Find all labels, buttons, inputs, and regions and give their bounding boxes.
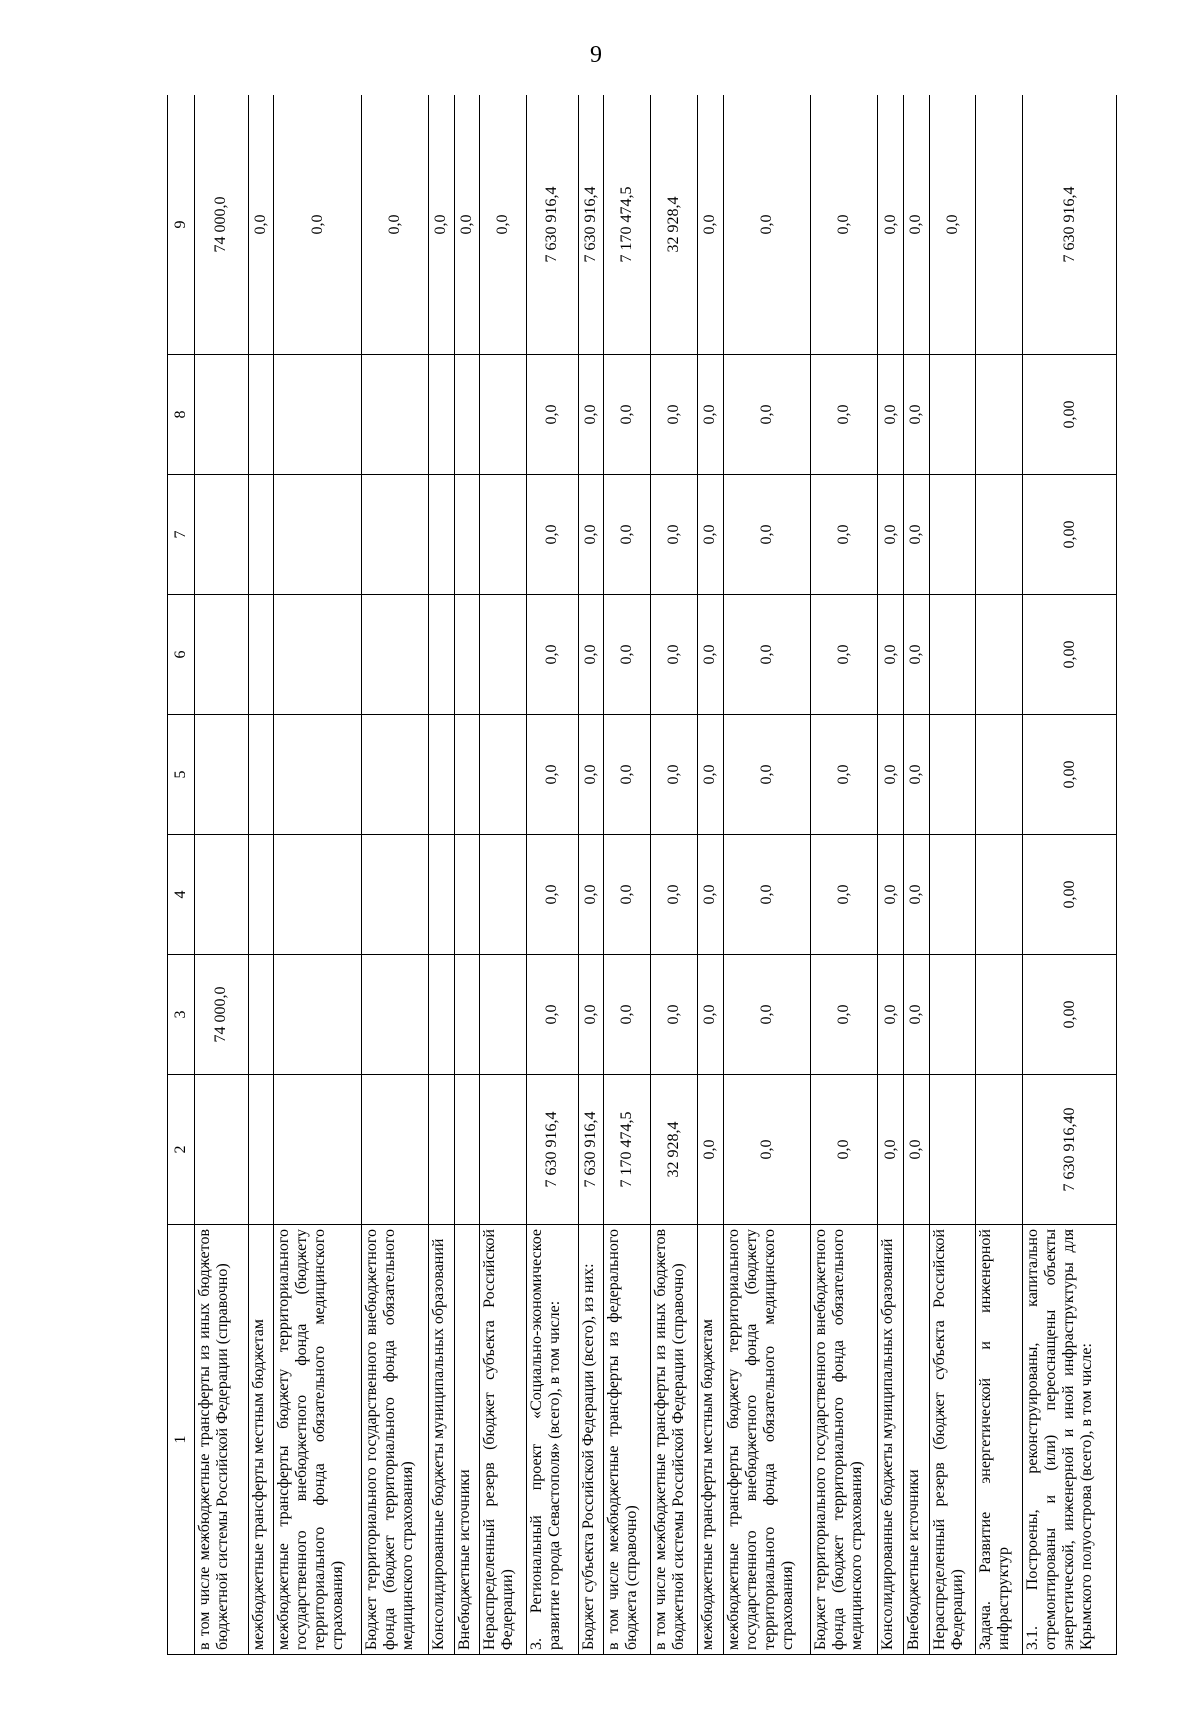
value-cell: 0,0 — [604, 355, 651, 475]
value-cell — [480, 715, 527, 835]
value-cell — [248, 835, 274, 955]
row-label: 3. Региональный проект «Социально-экономическое развитие города Севастополя» (всего), в том числе: — [527, 1225, 578, 1655]
table-row — [929, 95, 976, 1655]
value-cell — [929, 715, 976, 835]
value-cell — [362, 955, 429, 1075]
value-cell: 7 170 474,5 — [604, 1075, 651, 1225]
value-cell: 0,0 — [362, 95, 429, 355]
value-cell: 0,00 — [1023, 715, 1117, 835]
value-cell — [976, 835, 1023, 955]
value-cell — [454, 355, 480, 475]
value-cell: 0,00 — [1023, 835, 1117, 955]
table-row — [878, 95, 904, 1655]
value-cell — [929, 835, 976, 955]
value-cell: 0,0 — [878, 475, 904, 595]
value-cell — [480, 355, 527, 475]
rotated-table-area — [167, 95, 1117, 1655]
column-header: 9 — [168, 95, 195, 355]
value-cell: 0,0 — [527, 595, 578, 715]
value-cell: 0,0 — [903, 955, 929, 1075]
column-header: 2 — [168, 1075, 195, 1225]
value-cell — [454, 835, 480, 955]
value-cell — [976, 715, 1023, 835]
table-row — [976, 95, 1023, 1655]
value-cell: 7 630 916,4 — [1023, 95, 1117, 355]
value-cell: 0,0 — [454, 95, 480, 355]
value-cell: 0,0 — [903, 95, 929, 355]
value-cell: 0,0 — [697, 355, 723, 475]
value-cell: 0,0 — [578, 355, 604, 475]
row-label: Бюджет территориального государственного внебюджетного фонда (бюджет территориального фонда обязательного медицинского страхования) — [362, 1225, 429, 1655]
value-cell: 0,0 — [723, 955, 811, 1075]
value-cell: 0,0 — [651, 355, 698, 475]
value-cell — [362, 835, 429, 955]
value-cell — [274, 955, 362, 1075]
value-cell: 0,0 — [697, 835, 723, 955]
value-cell — [274, 715, 362, 835]
value-cell — [428, 835, 454, 955]
budget-table — [167, 95, 1117, 1655]
row-label: межбюджетные трансферты бюджету территориального государственного внебюджетного фонда (бюджету территориального фонда обязательного медицинского страхования) — [723, 1225, 811, 1655]
value-cell: 0,0 — [604, 715, 651, 835]
value-cell: 0,0 — [527, 355, 578, 475]
value-cell: 0,0 — [604, 475, 651, 595]
rotated-table-container — [167, 95, 1117, 1655]
value-cell: 0,0 — [527, 475, 578, 595]
table-body — [168, 95, 1117, 1655]
value-cell: 0,0 — [651, 835, 698, 955]
value-cell: 7 630 916,4 — [578, 95, 604, 355]
value-cell — [929, 355, 976, 475]
value-cell — [454, 595, 480, 715]
value-cell — [976, 95, 1023, 355]
value-cell: 0,0 — [878, 595, 904, 715]
value-cell: 0,0 — [903, 1075, 929, 1225]
value-cell — [976, 955, 1023, 1075]
value-cell — [194, 1075, 248, 1225]
value-cell — [454, 1075, 480, 1225]
value-cell: 32 928,4 — [651, 95, 698, 355]
value-cell: 0,0 — [811, 95, 878, 355]
table-row — [362, 95, 429, 1655]
column-header: 3 — [168, 955, 195, 1075]
table-row — [697, 95, 723, 1655]
value-cell — [428, 715, 454, 835]
value-cell: 0,0 — [604, 835, 651, 955]
row-label: межбюджетные трансферты бюджету территориального государственного внебюджетного фонда (бюджету территориального фонда обязательного медицинского страхования) — [274, 1225, 362, 1655]
value-cell — [194, 595, 248, 715]
value-cell: 74 000,0 — [194, 95, 248, 355]
value-cell: 7 630 916,4 — [527, 1075, 578, 1225]
table-row — [903, 95, 929, 1655]
column-header: 8 — [168, 355, 195, 475]
table-row — [604, 95, 651, 1655]
value-cell — [362, 355, 429, 475]
value-cell — [274, 1075, 362, 1225]
value-cell — [428, 595, 454, 715]
table-row — [1023, 95, 1117, 1655]
table-row — [723, 95, 811, 1655]
row-label: Консолидированные бюджеты муниципальных образований — [878, 1225, 904, 1655]
row-label: Нераспределенный резерв (бюджет субъекта Российской Федерации) — [929, 1225, 976, 1655]
value-cell: 0,00 — [1023, 595, 1117, 715]
value-cell — [248, 955, 274, 1075]
value-cell: 0,0 — [604, 595, 651, 715]
header-row — [168, 95, 195, 1655]
value-cell: 0,0 — [878, 95, 904, 355]
value-cell: 0,0 — [903, 475, 929, 595]
value-cell — [274, 595, 362, 715]
row-label: в том числе межбюджетные трансферты из иных бюджетов бюджетной системы Российской Федерации (справочно) — [651, 1225, 698, 1655]
value-cell: 0,0 — [723, 1075, 811, 1225]
table-row — [248, 95, 274, 1655]
value-cell: 0,0 — [651, 715, 698, 835]
value-cell: 0,0 — [248, 95, 274, 355]
value-cell — [194, 835, 248, 955]
value-cell: 0,0 — [811, 1075, 878, 1225]
row-label: Нераспределенный резерв (бюджет субъекта Российской Федерации) — [480, 1225, 527, 1655]
value-cell — [194, 715, 248, 835]
value-cell: 0,0 — [578, 955, 604, 1075]
value-cell: 0,0 — [903, 835, 929, 955]
value-cell — [929, 475, 976, 595]
value-cell — [454, 475, 480, 595]
value-cell — [976, 1075, 1023, 1225]
value-cell: 0,0 — [811, 715, 878, 835]
value-cell: 0,0 — [723, 355, 811, 475]
value-cell: 0,0 — [480, 95, 527, 355]
value-cell: 0,0 — [723, 475, 811, 595]
value-cell: 0,0 — [697, 1075, 723, 1225]
value-cell — [248, 595, 274, 715]
table-row — [274, 95, 362, 1655]
value-cell: 0,0 — [527, 955, 578, 1075]
value-cell: 0,0 — [723, 595, 811, 715]
row-label: Внебюджетные источники — [903, 1225, 929, 1655]
value-cell — [480, 1075, 527, 1225]
value-cell: 0,0 — [697, 955, 723, 1075]
value-cell: 0,0 — [651, 595, 698, 715]
value-cell: 7 630 916,4 — [527, 95, 578, 355]
value-cell: 0,0 — [697, 595, 723, 715]
row-label: межбюджетные трансферты местным бюджетам — [248, 1225, 274, 1655]
value-cell: 0,0 — [811, 955, 878, 1075]
value-cell: 0,0 — [578, 835, 604, 955]
value-cell: 0,0 — [811, 475, 878, 595]
value-cell: 0,00 — [1023, 355, 1117, 475]
value-cell — [248, 475, 274, 595]
value-cell: 0,0 — [878, 1075, 904, 1225]
value-cell: 0,0 — [903, 715, 929, 835]
value-cell: 74 000,0 — [194, 955, 248, 1075]
value-cell: 7 630 916,4 — [578, 1075, 604, 1225]
value-cell — [976, 595, 1023, 715]
value-cell — [976, 355, 1023, 475]
value-cell — [976, 475, 1023, 595]
value-cell — [194, 355, 248, 475]
value-cell: 32 928,4 — [651, 1075, 698, 1225]
row-label: Бюджет субъекта Российской Федерации (всего), из них: — [578, 1225, 604, 1655]
table-row — [480, 95, 527, 1655]
value-cell: 0,0 — [527, 835, 578, 955]
value-cell: 0,0 — [903, 595, 929, 715]
row-label: Внебюджетные источники — [454, 1225, 480, 1655]
value-cell — [454, 955, 480, 1075]
row-label: Бюджет территориального государственного внебюджетного фонда (бюджет территориального фонда обязательного медицинского страхования) — [811, 1225, 878, 1655]
value-cell: 7 170 474,5 — [604, 95, 651, 355]
table-row — [651, 95, 698, 1655]
value-cell — [194, 475, 248, 595]
value-cell — [929, 1075, 976, 1225]
value-cell — [480, 595, 527, 715]
value-cell — [480, 955, 527, 1075]
value-cell: 0,0 — [651, 955, 698, 1075]
value-cell — [480, 835, 527, 955]
value-cell — [929, 595, 976, 715]
value-cell: 0,0 — [274, 95, 362, 355]
column-header: 4 — [168, 835, 195, 955]
value-cell: 0,0 — [878, 355, 904, 475]
column-header: 5 — [168, 715, 195, 835]
value-cell — [248, 1075, 274, 1225]
value-cell: 0,0 — [697, 715, 723, 835]
value-cell — [362, 1075, 429, 1225]
row-label: межбюджетные трансферты местным бюджетам — [697, 1225, 723, 1655]
value-cell — [274, 475, 362, 595]
value-cell: 0,0 — [697, 475, 723, 595]
table-row — [527, 95, 578, 1655]
value-cell — [929, 955, 976, 1075]
row-label: в том числе межбюджетные трансферты из иных бюджетов бюджетной системы Российской Федерации (справочно) — [194, 1225, 248, 1655]
value-cell: 0,0 — [697, 95, 723, 355]
value-cell: 0,0 — [723, 95, 811, 355]
value-cell: 0,0 — [878, 955, 904, 1075]
value-cell: 0,0 — [578, 715, 604, 835]
value-cell: 0,0 — [578, 595, 604, 715]
value-cell — [428, 955, 454, 1075]
value-cell: 0,0 — [878, 835, 904, 955]
column-header: 7 — [168, 475, 195, 595]
value-cell — [362, 475, 429, 595]
row-label: 3.1. Построены, реконструированы, капитально отремонтированы и (или) переоснащены объекты энергетической, инженерной и иной инфраструктуры для Крымского полуострова (всего), в том числе: — [1023, 1225, 1117, 1655]
value-cell: 0,0 — [723, 835, 811, 955]
value-cell: 7 630 916,40 — [1023, 1075, 1117, 1225]
value-cell: 0,0 — [604, 955, 651, 1075]
value-cell: 0,0 — [428, 95, 454, 355]
value-cell: 0,0 — [811, 835, 878, 955]
value-cell — [428, 475, 454, 595]
value-cell — [362, 595, 429, 715]
value-cell: 0,0 — [811, 595, 878, 715]
value-cell — [362, 715, 429, 835]
value-cell — [248, 355, 274, 475]
column-header: 1 — [168, 1225, 195, 1655]
table-row — [428, 95, 454, 1655]
value-cell — [274, 355, 362, 475]
row-label: Консолидированные бюджеты муниципальных образований — [428, 1225, 454, 1655]
value-cell — [454, 715, 480, 835]
value-cell — [480, 475, 527, 595]
value-cell — [248, 715, 274, 835]
column-header: 6 — [168, 595, 195, 715]
page-number: 9 — [590, 42, 602, 68]
value-cell: 0,00 — [1023, 475, 1117, 595]
value-cell: 0,0 — [651, 475, 698, 595]
value-cell: 0,0 — [578, 475, 604, 595]
value-cell: 0,00 — [1023, 955, 1117, 1075]
value-cell — [428, 355, 454, 475]
table-row — [811, 95, 878, 1655]
row-label: Задача. Развитие энергетической и инженерной инфраструктур — [976, 1225, 1023, 1655]
value-cell: 0,0 — [903, 355, 929, 475]
table-row — [194, 95, 248, 1655]
value-cell: 0,0 — [723, 715, 811, 835]
value-cell — [274, 835, 362, 955]
value-cell: 0,0 — [811, 355, 878, 475]
value-cell — [428, 1075, 454, 1225]
value-cell: 0,0 — [527, 715, 578, 835]
row-label: в том числе межбюджетные трансферты из федерального бюджета (справочно) — [604, 1225, 651, 1655]
table-row — [454, 95, 480, 1655]
table-row — [578, 95, 604, 1655]
value-cell: 0,0 — [878, 715, 904, 835]
value-cell: 0,0 — [929, 95, 976, 355]
